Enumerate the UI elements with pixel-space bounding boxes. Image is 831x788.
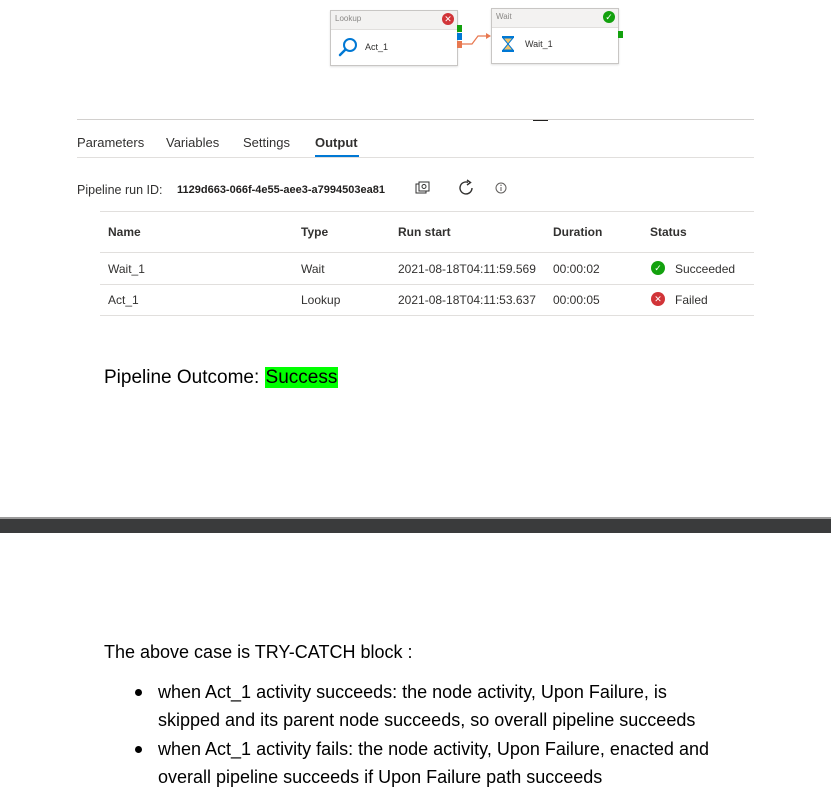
col-header-name[interactable]: Name (108, 225, 141, 239)
row-type: Lookup (301, 293, 341, 307)
table-header-divider (100, 252, 754, 253)
failed-status-icon: ✕ (651, 292, 665, 306)
tab-settings[interactable]: Settings (243, 135, 290, 150)
lookup-node-name: Act_1 (365, 42, 389, 52)
bullet-1-line-2: skipped and its parent node succeeds, so overall pipeline succeeds (158, 710, 696, 730)
row-divider (100, 284, 754, 285)
pipeline-outcome-label: Pipeline Outcome: (104, 367, 260, 388)
runid-divider (100, 211, 754, 212)
row-duration: 00:00:02 (553, 262, 600, 276)
lookup-node-type: Lookup (335, 14, 362, 23)
col-header-duration[interactable]: Duration (553, 225, 603, 239)
error-badge-icon: ✕ (442, 13, 454, 25)
row-duration: 00:00:05 (553, 293, 600, 307)
info-icon[interactable] (495, 182, 507, 194)
tab-output[interactable]: Output (315, 135, 358, 150)
lookup-search-icon (338, 37, 358, 57)
copy-icon[interactable] (415, 181, 431, 195)
row-type: Wait (301, 262, 325, 276)
row-run-start: 2021-08-18T04:11:53.637 (398, 293, 536, 307)
row-status: Failed (675, 293, 708, 307)
pipeline-run-id-label: Pipeline run ID: (77, 183, 163, 197)
wait-node-name: Wait_1 (525, 39, 553, 49)
wait-node-header (492, 9, 618, 28)
row-run-start: 2021-08-18T04:11:59.569 (398, 262, 536, 276)
bullet-2-line-2: overall pipeline succeeds if Upon Failure path succeeds (158, 767, 603, 787)
bullet-dot (135, 746, 142, 753)
hourglass-icon (501, 36, 515, 52)
page-break-bar (0, 517, 831, 533)
col-header-run-start[interactable]: Run start (398, 225, 451, 239)
success-badge-icon: ✓ (603, 11, 615, 23)
wait-activity-node[interactable] (491, 8, 619, 64)
lookup-activity-node[interactable] (330, 10, 458, 66)
dependency-connector[interactable] (462, 32, 492, 48)
wait-node-type: Wait (496, 12, 512, 21)
col-header-type[interactable]: Type (301, 225, 329, 239)
panel-top-divider (77, 119, 754, 120)
lookup-node-header (331, 11, 457, 30)
pipeline-run-id-value: 1129d663-066f-4e55-aee3-a7994503ea81 (177, 184, 385, 196)
row-name[interactable]: Act_1 (108, 293, 139, 307)
wait-port-success[interactable] (618, 31, 623, 38)
row-status: Succeeded (675, 262, 736, 276)
refresh-icon[interactable] (457, 179, 475, 197)
port-success[interactable] (457, 25, 462, 32)
tab-variables[interactable]: Variables (166, 135, 220, 150)
tabs-divider (77, 157, 754, 158)
succeeded-status-icon: ✓ (651, 261, 665, 275)
pipeline-outcome-value: Success (265, 367, 338, 388)
col-header-status[interactable]: Status (650, 225, 687, 239)
row-divider (100, 315, 754, 316)
bullet-1-line-1: when Act_1 activity succeeds: the node activity, Upon Failure, is (158, 682, 667, 702)
pipeline-outcome (104, 367, 338, 389)
bullet-2-line-1: when Act_1 activity fails: the node activity, Upon Failure, enacted and (158, 739, 709, 759)
bullet-dot (135, 689, 142, 696)
tab-parameters[interactable]: Parameters (77, 135, 145, 150)
doc-intro: The above case is TRY-CATCH block : (104, 642, 413, 662)
row-name[interactable]: Wait_1 (108, 262, 145, 276)
